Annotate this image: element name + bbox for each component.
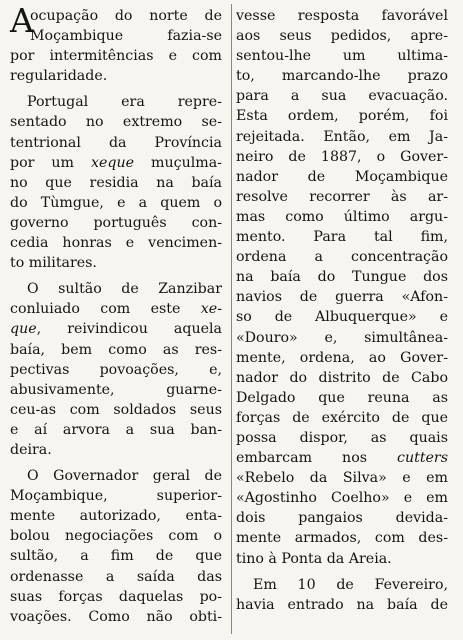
text-line: conluiado com este xe- bbox=[10, 301, 222, 318]
text-line: forças de exército de que bbox=[236, 409, 448, 426]
text-line: O Governador geral de bbox=[27, 468, 222, 485]
text-line: Delgado que reuna as bbox=[236, 389, 448, 406]
text-line: suas forças daquelas po- bbox=[10, 588, 222, 605]
text-line: Portugal era repre- bbox=[27, 94, 222, 111]
text-line: ceu-as com soldados seus bbox=[10, 401, 222, 418]
text-line: ordena a concentração bbox=[236, 249, 448, 266]
text-line: ordenasse a saída das bbox=[10, 568, 222, 585]
text-line: to, marcando-lhe prazo bbox=[236, 68, 448, 85]
text-line: mas como último argu- bbox=[236, 208, 448, 225]
text-line: pectivas povoações, e, bbox=[10, 361, 222, 378]
text-line: Esta ordem, porém, foi bbox=[236, 108, 448, 125]
text-line: regularidade. bbox=[10, 68, 108, 85]
text-line: resolve recorrer às ar- bbox=[236, 188, 448, 205]
text-line: abusivamente, guarne- bbox=[10, 381, 222, 398]
text-line: dois pangaios devida- bbox=[236, 510, 448, 527]
text-line: por intermitências e com bbox=[10, 48, 222, 65]
text-line: mento. Para tal fim, bbox=[236, 229, 448, 246]
text-line: por um xeque muçulma- bbox=[10, 154, 222, 171]
text-line: mente armados, com des- bbox=[236, 530, 448, 547]
right-column bbox=[236, 6, 448, 640]
text-line: Moçambique fazia-se bbox=[30, 28, 222, 45]
text-line: mente autorizado, enta- bbox=[10, 508, 222, 525]
text-line: tentrional da Província bbox=[10, 134, 222, 151]
text-line: rejeitada. Então, em Ja- bbox=[236, 128, 448, 145]
text-line: Em 10 de Fevereiro, bbox=[253, 576, 448, 593]
text-line: embarcam nos cutters bbox=[236, 450, 448, 467]
text-line: Moçambique, superior- bbox=[10, 488, 222, 505]
text-line: no que residia na baía bbox=[10, 174, 222, 191]
text-line: cedia honras e vencimen- bbox=[10, 235, 222, 252]
text-line: neiro de 1887, o Gover- bbox=[236, 148, 448, 165]
text-line: havia entrado na baía de bbox=[236, 596, 448, 613]
text-line: que, reivindicou aquela bbox=[10, 321, 222, 338]
text-line: aos seus pedidos, apre- bbox=[236, 28, 448, 45]
text-line: e aí arvora a sua ban- bbox=[10, 421, 222, 438]
text-line: so de Albuquerque» e bbox=[236, 309, 448, 326]
text-line: sentou-lhe um ultima- bbox=[236, 48, 448, 65]
text-line: tino à Ponta da Areia. bbox=[236, 550, 392, 567]
text-line: baía, bem como as res- bbox=[10, 341, 222, 358]
text-line: sentado no extremo se- bbox=[10, 114, 222, 131]
text-line: ocupação do norte de bbox=[30, 8, 222, 24]
text-line: do Tùmgue, e a quem o bbox=[10, 194, 222, 211]
text-line: O sultão de Zanzibar bbox=[27, 281, 222, 298]
text-line: para a sua evacuação. bbox=[236, 88, 448, 105]
text-line: nador de Moçambique bbox=[236, 168, 448, 185]
column-divider bbox=[231, 4, 232, 634]
text-line: «Douro» e, simultânea- bbox=[236, 329, 448, 346]
text-line: possa dispor, as quais bbox=[236, 429, 448, 446]
left-column bbox=[10, 1, 222, 640]
text-line: vesse resposta favorável bbox=[236, 8, 448, 24]
text-line: governo português con- bbox=[10, 214, 222, 231]
text-line: deira. bbox=[10, 441, 52, 458]
text-line: sultão, a fim de que bbox=[10, 548, 222, 565]
text-line: nador do distrito de Cabo bbox=[236, 369, 448, 386]
text-line: bolou negociações com o bbox=[10, 528, 222, 545]
text-line: mente, ordena, ao Gover- bbox=[236, 349, 448, 366]
text-line: voações. Como não obti- bbox=[10, 608, 222, 625]
text-line: «Agostinho Coelho» e em bbox=[236, 490, 448, 507]
drop-cap: A bbox=[10, 1, 34, 40]
text-line: navios de guerra «Afon- bbox=[236, 289, 448, 306]
text-line: to militares. bbox=[10, 255, 97, 272]
text-line: «Rebelo da Silva» e em bbox=[236, 470, 448, 487]
text-line: na baía do Tungue dos bbox=[236, 269, 448, 286]
